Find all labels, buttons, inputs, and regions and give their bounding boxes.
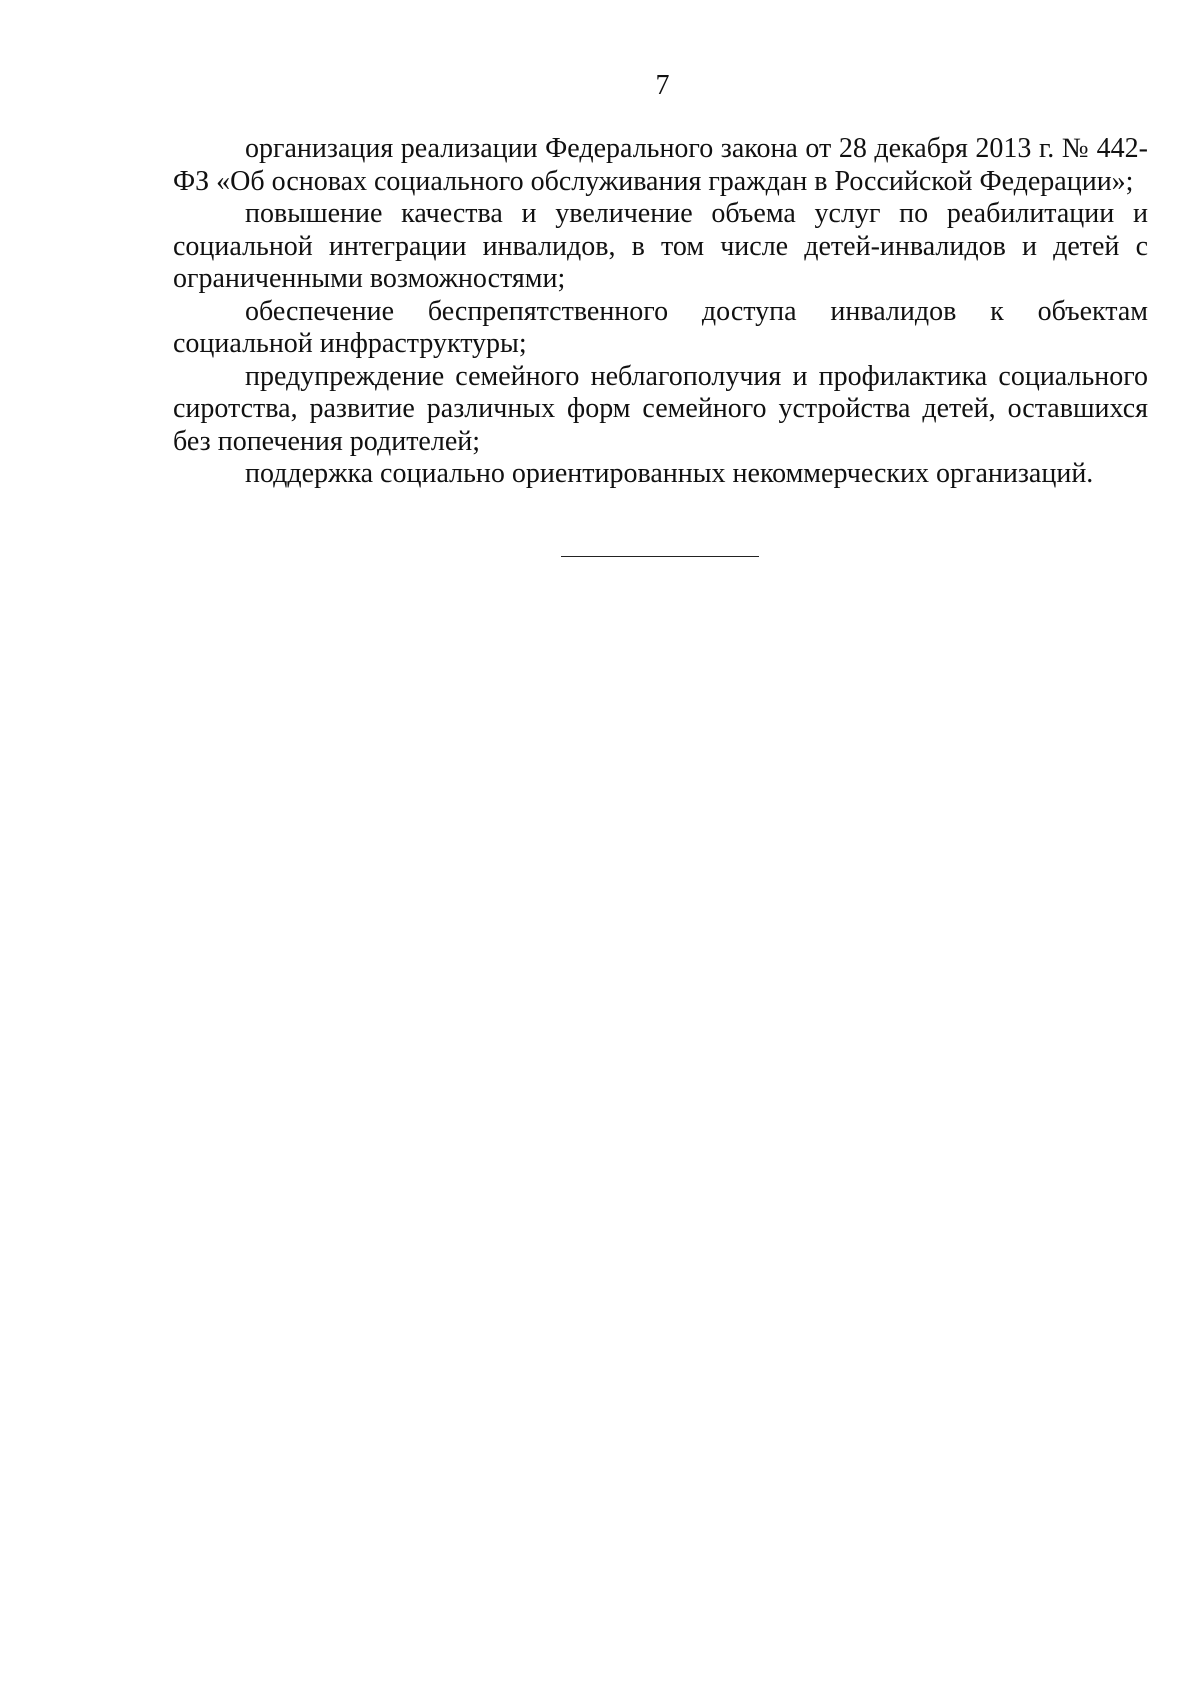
paragraph-federal-law: организация реализации Федерального закона от 28 декабря 2013 г. № 442-ФЗ «Об основах социального обслуживания граждан в Российской Федерации»; [173, 133, 1148, 197]
paragraph-rehabilitation: повышение качества и увеличение объема услуг по реабилитации и социальной интеграции инвалидов, в том числе детей-инвалидов и детей с ограниченными возможностями; [173, 198, 1148, 294]
page-number: 7 [655, 70, 670, 101]
paragraph-nonprofit: поддержка социально ориентированных некоммерческих организаций. [245, 458, 1094, 489]
paragraph-accessibility: обеспечение беспрепятственного доступа инвалидов к объектам социальной инфраструктуры; [173, 295, 1148, 359]
paragraph-family: предупреждение семейного неблагополучия и профилактика социального сиротства, развитие различных форм семейного устройства детей, оставшихся без попечения родителей; [173, 360, 1148, 457]
document-body [173, 133, 1148, 491]
end-separator-line [561, 556, 759, 557]
